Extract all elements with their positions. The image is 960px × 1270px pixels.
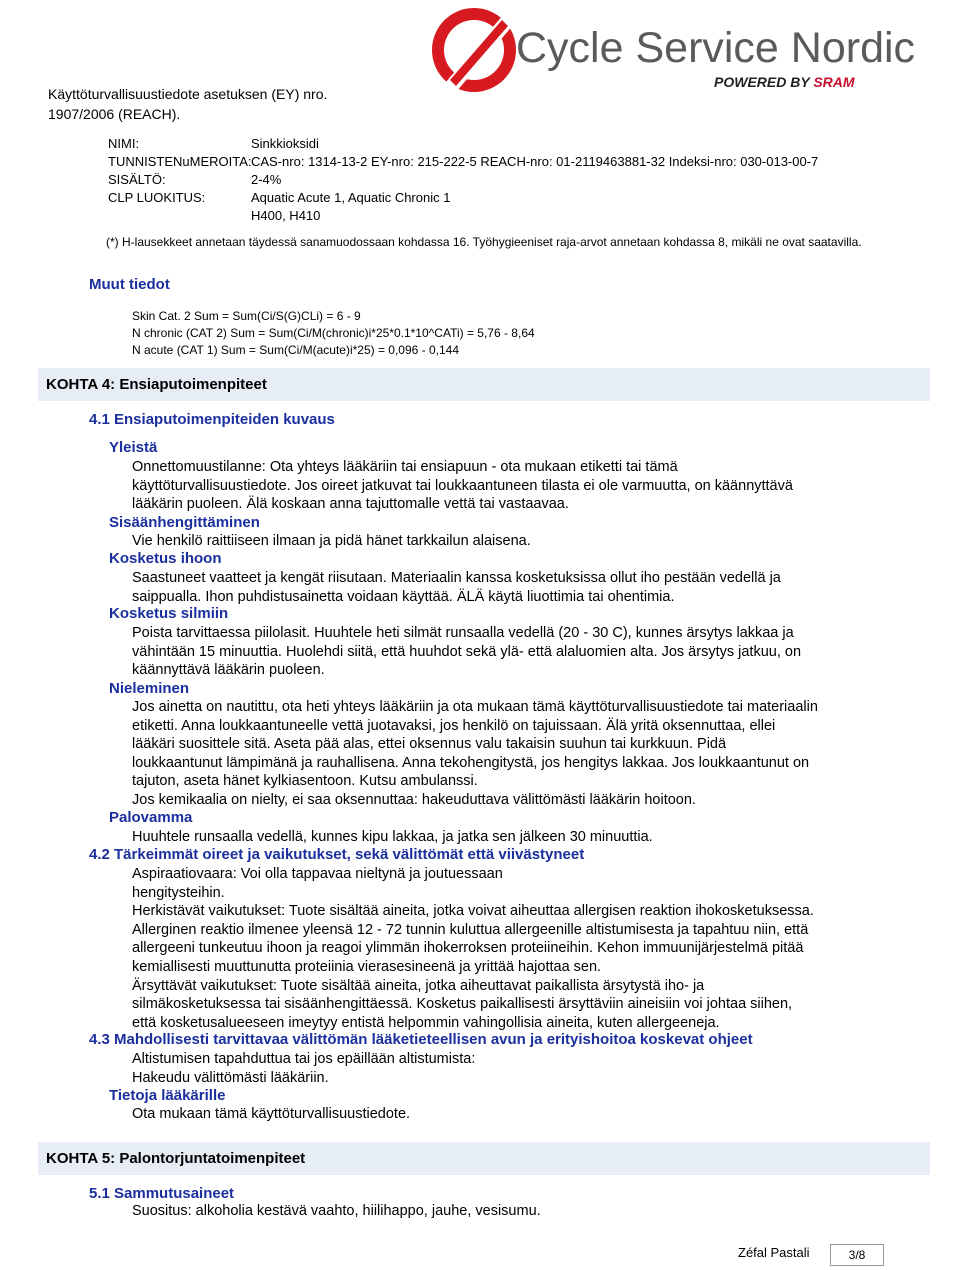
logo-brand: SRAM (813, 74, 855, 90)
logo-powered-by (714, 74, 855, 90)
calculation-line: N chronic (CAT 2) Sum = Sum(Ci/M(chronic)i*25*0.1*10^CATi) = 5,76 - 8,64 (132, 326, 535, 340)
text-line: lääkäri suosittele sitä. Aseta pää alas, ettei oksennus valu takaisin suuhun tai kurkkuun. Pidä (132, 736, 727, 753)
text-line: Poista tarvittaessa piilolasit. Huuhtele heti silmät runsaalla vedellä (20 - 30 C), kunnes ärsytys lakkaa ja (132, 625, 794, 641)
section-5-title: KOHTA 5: Palontorjuntatoimenpiteet (46, 1150, 306, 1167)
medical-attention-text (132, 1050, 902, 1087)
text-line: Herkistävät vaikutukset: Tuote sisältää aineita, jotka voivat aiheuttaa allergisen reaktion ihokosketuksessa. (132, 903, 814, 920)
text-line: etiketti. Anna loukkaantuneelle vettä juotavaksi, jos henkilö on tajuissaan. Älä yritä oksennuttaa, ellei (132, 717, 776, 734)
ident-label: NIMI: (108, 136, 140, 151)
text-line: saippualla. Ihon puhdistusainetta voidaan käyttää. ÄLÄ käytä liuottimia tai ohentimia. (132, 588, 675, 605)
calculation-lines (132, 308, 535, 359)
ident-value: H400, H410 (251, 208, 321, 223)
ingestion-text (132, 698, 902, 810)
page-number: 3/8 (830, 1244, 884, 1266)
text-line: Vie henkilö raittiiseen ilmaan ja pidä hänet tarkkailun alaisena. (132, 533, 531, 549)
ident-value: Sinkkioksidi (251, 136, 319, 151)
text-line: Jos ainetta on nautittu, ota heti yhteys lääkäriin ja ota mukaan tämä käyttöturvallisuustiedote tai materiaalin (132, 699, 818, 715)
ident-label: CLP LUOKITUS: (108, 190, 206, 205)
text-line: loukkaantunut lämpimänä ja rauhallisena. Anna tekohengitystä, jos hengitys lakkaa. Jos loukkaantunut on (132, 754, 810, 771)
document-title (48, 84, 327, 124)
logo-wordmark: Cycle Service Nordic (516, 24, 916, 72)
text-line: Onnettomuustilanne: Ota yhteys lääkäriin tai ensiapuun - ota mukaan etiketti tai tämä (132, 459, 678, 475)
subsection-5-1-title: 5.1 Sammutusaineet (89, 1185, 235, 1202)
text-line: silmäkosketuksessa tai sisäänhengittäessä. Kosketus paikallisesti ärsyttäviin aineisiin voi johtaa siihen, (132, 996, 793, 1013)
eye-contact-heading: Kosketus silmiin (109, 605, 229, 622)
calculation-line: Skin Cat. 2 Sum = Sum(Ci/S(G)CLi) = 6 - 9 (132, 309, 361, 323)
ident-value: 2-4% (251, 172, 282, 187)
text-line: Ota mukaan tämä käyttöturvallisuustiedote. (132, 1106, 411, 1122)
subsection-4-2-title: 4.2 Tärkeimmät oireet ja vaikutukset, sekä välittömät että viivästyneet (89, 846, 585, 863)
ident-value: Aquatic Acute 1, Aquatic Chronic 1 (251, 190, 451, 205)
calculation-line: N acute (CAT 1) Sum = Sum(Ci/M(acute)i*25) = 0,096 - 0,144 (132, 343, 460, 357)
text-line: lääkärin puoleen. Älä koskaan anna tajuttomalle vettä tai vastaavaa. (132, 496, 569, 513)
logo-emblem-icon (426, 2, 526, 98)
eye-contact-text (132, 624, 902, 680)
text-line: Aspiraatiovaara: Voi olla tappavaa nieltynä ja joutuessaan (132, 866, 503, 882)
document-title-line-1: Käyttöturvallisuustiedote asetuksen (EY) nro. (48, 86, 328, 102)
other-info-heading: Muut tiedot (89, 276, 170, 293)
footer-product-name: Zéfal Pastali (738, 1245, 810, 1260)
doctor-info-text (132, 1105, 902, 1124)
ident-label: SISÄLTÖ: (108, 172, 166, 187)
general-heading: Yleistä (109, 439, 158, 456)
text-line: Allerginen reaktio ilmenee yleensä 12 - 72 tunnin kuluttua allergeenille altistumisesta ja tapahtuu niin, että (132, 921, 809, 938)
section-4-title: KOHTA 4: Ensiaputoimenpiteet (46, 376, 267, 393)
text-line: kemiallisesti muuttunutta proteiinia vierasesineenä ja yrittää hajottaa sen. (132, 958, 602, 975)
text-line: Altistumisen tapahduttua tai jos epäillään altistumista: (132, 1051, 476, 1067)
document-title-line-2: 1907/2006 (REACH). (48, 106, 181, 122)
burn-text (132, 828, 902, 847)
logo-powered-label: POWERED BY (714, 74, 810, 90)
text-line: Jos kemikaalia on nielty, ei saa oksennuttaa: hakeuduttava välittömästi lääkärin hoitoon. (132, 791, 696, 808)
text-line: että kosketusalueeseen imeytyy entistä helpommin vahingollisia aineita, kuten allergeeneja. (132, 1014, 720, 1031)
subsection-4-3-title: 4.3 Mahdollisesti tarvittavaa välittömän lääketieteellisen avun ja erityishoitoa koskevat ohjeet (89, 1031, 753, 1048)
skin-contact-text (132, 569, 902, 606)
ingestion-heading: Nieleminen (109, 680, 190, 697)
subsection-4-1-title: 4.1 Ensiaputoimenpiteiden kuvaus (89, 411, 335, 428)
text-line: käyttöturvallisuustiedote. Jos oireet jatkuvat tai loukkaantuneen tilasta ei ole varmuutta, on käännyttävä (132, 477, 793, 494)
general-text (132, 458, 902, 514)
doctor-info-heading: Tietoja lääkärille (109, 1087, 226, 1104)
text-line: käännyttävä lääkärin puoleen. (132, 662, 325, 679)
text-line: Ärsyttävät vaikutukset: Tuote sisältää aineita, jotka aiheuttavat paikallista ärsytystä iho- ja (132, 977, 705, 994)
text-line: hengitysteihin. (132, 884, 225, 901)
text-line: allergeeni tunkeutuu ihoon ja reagoi ylimmän ihokerroksen proteiineihin. Kehon immuunijärjestelmä pitää (132, 940, 804, 957)
burn-heading: Palovamma (109, 809, 193, 826)
symptoms-text (132, 865, 902, 1032)
company-logo (426, 2, 916, 98)
text-line: Huuhtele runsaalla vedellä, kunnes kipu lakkaa, ja jatka sen jälkeen 30 minuuttia. (132, 829, 653, 845)
ident-value: CAS-nro: 1314-13-2 EY-nro: 215-222-5 REACH-nro: 01-2119463881-32 Indeksi-nro: 030-013-00-7 (251, 154, 819, 169)
h-statement-note: (*) H-lausekkeet annetaan täydessä sanamuodossaan kohdassa 16. Työhygieeniset raja-arvot annetaan kohdassa 8, mikäli ne ovat saatavilla. (106, 235, 862, 249)
inhalation-text (132, 532, 902, 551)
skin-contact-heading: Kosketus ihoon (109, 550, 222, 567)
text-line: Saastuneet vaatteet ja kengät riisutaan. Materiaalin kanssa kosketuksissa ollut iho pestään vedellä ja (132, 570, 781, 586)
section-5-header (38, 1142, 930, 1175)
text-line: Suositus: alkoholia kestävä vaahto, hiilihappo, jauhe, vesisumu. (132, 1203, 541, 1219)
text-line: Hakeudu välittömästi lääkäriin. (132, 1069, 329, 1086)
text-line: tajuton, aseta hänet kylkiasentoon. Kutsu ambulanssi. (132, 773, 478, 790)
text-line: vähintään 15 minuuttia. Huolehdi siitä, että huuhdot sekä ylä- että alaluomien alta. Jos ärsytys jatkuu, on (132, 643, 802, 660)
ident-label: TUNNISTENuMEROITA: (108, 154, 252, 169)
extinguishing-text (132, 1202, 902, 1221)
section-4-header (38, 368, 930, 401)
inhalation-heading: Sisäänhengittäminen (109, 514, 260, 531)
